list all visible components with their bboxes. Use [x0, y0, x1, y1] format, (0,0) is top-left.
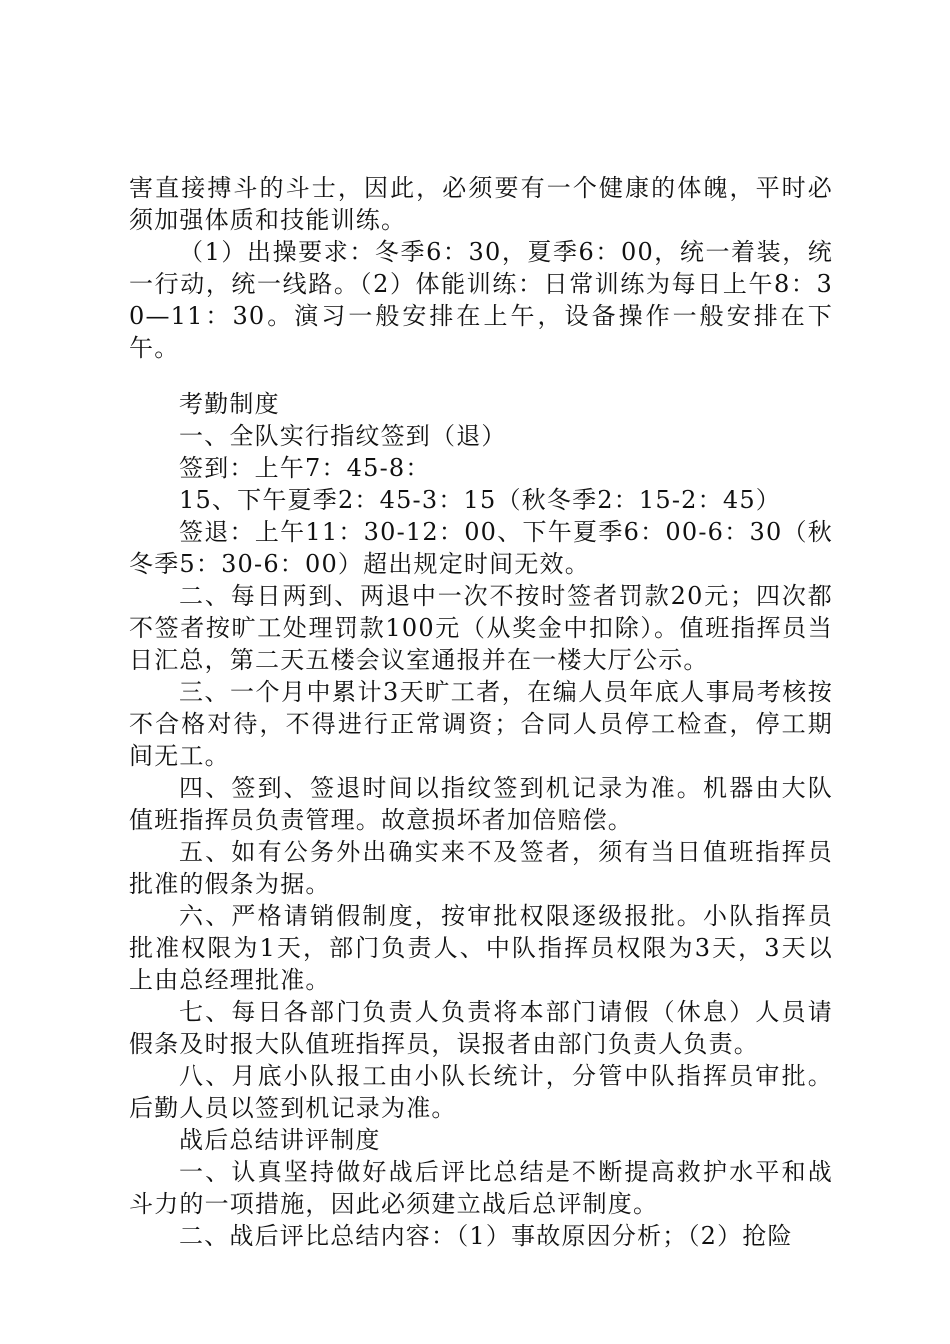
paragraph-attendance-2: 二、每日两到、两退中一次不按时签者罚款20元；四次都不签者按旷工处理罚款100元（从奖金中扣除）。值班指挥员当日汇总，第二天五楼会议室通报并在一楼大厅公示。	[129, 582, 833, 674]
section-heading-attendance: 考勤制度	[179, 390, 280, 418]
paragraph-attendance-6: 六、严格请销假制度，按审批权限逐级报批。小队指挥员批准权限为1天，部门负责人、中队指挥员权限为3天，3天以上由总经理批准。	[129, 902, 833, 994]
paragraph-sign-in: 签到：上午7：45-8：	[179, 454, 431, 482]
document-body	[129, 172, 833, 1252]
section-heading-review: 战后总结讲评制度	[179, 1126, 381, 1154]
paragraph-review-1: 一、认真坚持做好战后评比总结是不断提高救护水平和战斗力的一项措施，因此必须建立战后总评制度。	[129, 1158, 833, 1218]
paragraph-review-2: 二、战后评比总结内容：（1）事故原因分析；（2）抢险	[179, 1222, 793, 1250]
paragraph-training-intro: 害直接搏斗的斗士，因此，必须要有一个健康的体魄，平时必须加强体质和技能训练。	[129, 174, 833, 234]
paragraph-attendance-4: 四、签到、签退时间以指纹签到机记录为准。机器由大队值班指挥员负责管理。故意损坏者加倍赔偿。	[129, 774, 833, 834]
paragraph-attendance-1: 一、全队实行指纹签到（退）	[179, 422, 507, 450]
paragraph-sign-out: 签退：上午11：30-12：00、下午夏季6：00-6：30（秋冬季5：30-6：00）超出规定时间无效。	[129, 518, 833, 578]
paragraph-sign-in-afternoon: 15、下午夏季2：45-3：15（秋冬季2：15-2：45）	[179, 486, 781, 514]
paragraph-attendance-3: 三、一个月中累计3天旷工者，在编人员年底人事局考核按不合格对待，不得进行正常调资；合同人员停工检查，停工期间无工。	[129, 678, 833, 770]
paragraph-attendance-7: 七、每日各部门负责人负责将本部门请假（休息）人员请假条及时报大队值班指挥员，误报者由部门负责人负责。	[129, 998, 833, 1058]
paragraph-training-rules: （1）出操要求：冬季6：30，夏季6：00，统一着装，统一行动，统一线路。（2）体能训练：日常训练为每日上午8：30—11：30。演习一般安排在上午，设备操作一般安排在下午。	[129, 238, 833, 362]
paragraph-attendance-8: 八、月底小队报工由小队长统计，分管中队指挥员审批。后勤人员以签到机记录为准。	[129, 1062, 833, 1122]
paragraph-attendance-5: 五、如有公务外出确实来不及签者，须有当日值班指挥员批准的假条为据。	[129, 838, 833, 898]
